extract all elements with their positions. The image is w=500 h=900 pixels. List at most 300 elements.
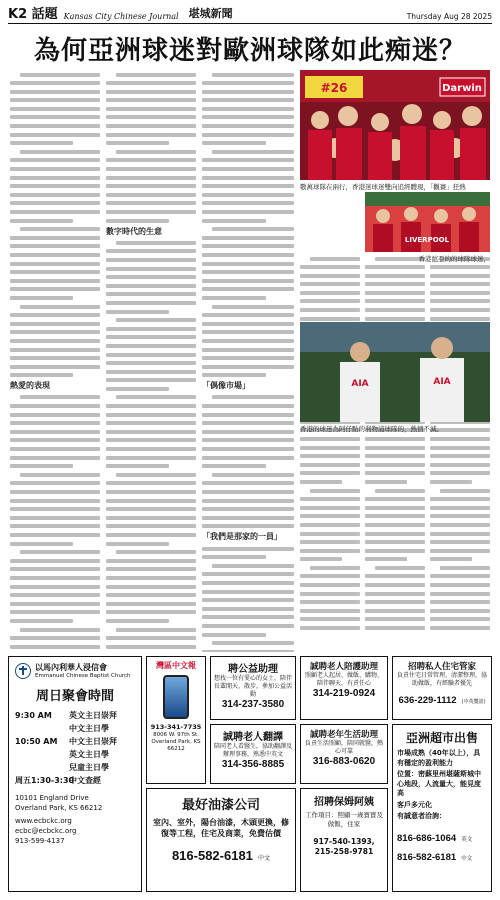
text-line	[10, 354, 100, 363]
service-event: 英文主日學	[69, 750, 109, 759]
text-line	[10, 139, 100, 148]
fans-photo	[300, 70, 490, 180]
church-email[interactable]: ecbc@ecbckc.org	[15, 827, 77, 835]
text-line	[430, 469, 490, 478]
text-line	[365, 443, 425, 452]
service-schedule-row	[15, 709, 135, 722]
article-subheading: 「偶像市場」	[202, 381, 250, 391]
text-line	[106, 642, 196, 651]
text-line	[202, 139, 294, 148]
text-line	[106, 513, 196, 522]
text-line	[300, 606, 360, 615]
church-ad	[8, 656, 142, 892]
text-line	[365, 581, 425, 590]
text-line	[202, 561, 294, 570]
painting-ad-phone: 816-582-6181	[171, 848, 253, 863]
text-line	[300, 297, 360, 306]
text-line	[202, 578, 294, 587]
elderly-assistant-ad-title: 誠聘老年生活助理	[309, 730, 378, 740]
text-line	[365, 452, 425, 461]
housekeeper-ad-phone: 636-229-1112	[398, 695, 457, 706]
text-line	[202, 393, 294, 402]
text-line	[365, 563, 425, 572]
newspaper-address-line2: Overland Park, KS 66212	[151, 739, 201, 752]
text-line	[10, 427, 100, 436]
service-schedule-row	[15, 748, 135, 761]
text-line	[300, 615, 360, 624]
text-line	[202, 208, 294, 217]
text-line	[202, 122, 294, 131]
article-column-4	[300, 254, 360, 652]
text-line	[430, 606, 490, 615]
text-line	[365, 280, 425, 289]
assistant-ad-phone: 314-237-3580	[221, 699, 285, 710]
players-photo	[300, 322, 490, 422]
service-time: 10:50 AM	[15, 737, 58, 746]
assistant-ad	[210, 656, 296, 720]
supermarket-bullet: 客戶多元化	[397, 800, 432, 809]
text-line	[10, 285, 100, 294]
text-line	[106, 462, 196, 471]
text-line	[10, 436, 100, 445]
text-line	[365, 271, 425, 280]
text-line	[10, 419, 100, 428]
text-line	[106, 410, 196, 419]
text-line	[202, 130, 294, 139]
text-line	[106, 247, 196, 256]
text-line	[106, 548, 196, 557]
text-line	[202, 156, 294, 165]
text-line	[10, 530, 100, 539]
text-line	[430, 520, 490, 529]
text-line	[106, 182, 196, 191]
text-line	[430, 503, 490, 512]
text-line	[106, 238, 196, 247]
text-line	[300, 486, 360, 495]
text-line	[430, 486, 490, 495]
text-line	[202, 165, 294, 174]
text-line	[106, 359, 196, 368]
text-line	[202, 647, 294, 652]
text-line	[106, 453, 196, 462]
text-line	[202, 639, 294, 648]
text-line	[202, 505, 294, 514]
text-line	[106, 324, 196, 333]
page-header	[8, 6, 492, 24]
text-line	[106, 113, 196, 122]
housekeeper-ad-title: 招聘私人住宅管家	[407, 662, 476, 672]
text-line	[106, 122, 196, 131]
church-name-en: Emmanuel Chinese Baptist Church	[35, 673, 131, 679]
text-line	[300, 469, 360, 478]
text-line	[106, 87, 196, 96]
supermarket-phone-english: 816-686-1064	[397, 832, 457, 844]
text-line	[106, 281, 196, 290]
painting-ad-phone-label: 中文	[258, 855, 271, 862]
text-line	[106, 573, 196, 582]
text-line	[430, 434, 490, 443]
text-line	[106, 255, 196, 264]
text-line	[365, 460, 425, 469]
text-line	[430, 443, 490, 452]
text-line	[10, 539, 100, 548]
church-address-line2: Overland Park, KS 66212	[15, 804, 103, 812]
text-line	[10, 104, 100, 113]
text-line	[10, 393, 100, 402]
text-line	[202, 354, 294, 363]
text-line	[202, 199, 294, 208]
text-line	[202, 462, 294, 471]
service-schedule-row	[15, 774, 135, 787]
service-event: 中文主日崇拜	[69, 737, 117, 746]
text-line	[10, 96, 100, 105]
text-line	[106, 350, 196, 359]
text-line	[365, 624, 425, 633]
text-line	[202, 496, 294, 505]
text-line	[10, 513, 100, 522]
text-line	[106, 616, 196, 625]
text-line	[202, 285, 294, 294]
photo3-caption: 香港的球迷為阿仔點的利物浦球隊的，熱情不減。	[300, 425, 443, 433]
text-line	[106, 582, 196, 591]
text-line	[10, 130, 100, 139]
svg-text:AIA: AIA	[351, 379, 369, 389]
text-line	[365, 615, 425, 624]
text-line	[10, 371, 100, 380]
text-line	[430, 263, 490, 272]
article-column-2	[106, 70, 196, 652]
text-line	[430, 460, 490, 469]
text-line	[430, 563, 490, 572]
text-line	[106, 470, 196, 479]
text-line	[10, 79, 100, 88]
text-line	[202, 173, 294, 182]
text-line	[300, 555, 360, 564]
text-line	[106, 273, 196, 282]
text-line	[10, 470, 100, 479]
text-line	[202, 604, 294, 613]
text-line	[10, 173, 100, 182]
article-subheading: 熱愛的表現	[10, 381, 50, 391]
text-line	[202, 553, 294, 562]
svg-text:LIVERPOOL: LIVERPOOL	[404, 236, 450, 244]
text-line	[202, 268, 294, 277]
text-line	[106, 436, 196, 445]
text-line	[365, 495, 425, 504]
service-event: 中文查經	[69, 776, 101, 785]
text-line	[202, 104, 294, 113]
text-line	[106, 290, 196, 299]
text-line	[365, 606, 425, 615]
text-line	[365, 555, 425, 564]
text-line	[10, 208, 100, 217]
text-line	[106, 402, 196, 411]
text-line	[365, 546, 425, 555]
text-line	[10, 345, 100, 354]
text-line	[10, 616, 100, 625]
supermarket-phone-chinese-label: 中文	[461, 855, 473, 862]
caregiver-ad-body: 照顧老人起居，做飯、購物，陪伴聊天，有責任心	[304, 672, 383, 687]
text-line	[106, 333, 196, 342]
text-line	[202, 621, 294, 630]
supermarket-sale-ad	[392, 724, 492, 892]
text-line	[10, 302, 100, 311]
church-website[interactable]: www.ecbckc.org	[15, 817, 72, 825]
text-line	[430, 555, 490, 564]
painting-ad-body: 室內、室外，陽台油漆，木頭更換，修復等工程，住宅及商業，免費估價	[153, 818, 289, 838]
text-line	[365, 434, 425, 443]
text-line	[106, 307, 196, 316]
text-line	[430, 288, 490, 297]
text-line	[10, 548, 100, 557]
article-column-5	[365, 254, 425, 652]
text-line	[202, 79, 294, 88]
text-line	[10, 156, 100, 165]
text-line	[300, 263, 360, 272]
text-line	[202, 445, 294, 454]
text-line	[202, 302, 294, 311]
nanny-ad-body: 工作項目：照顧一歲寶寶及做飯，住家	[305, 811, 383, 828]
text-line	[10, 642, 100, 651]
text-line	[106, 165, 196, 174]
text-line	[202, 371, 294, 380]
article-column-3	[202, 70, 294, 652]
text-line	[10, 293, 100, 302]
text-line	[202, 345, 294, 354]
text-line	[202, 630, 294, 639]
text-line	[10, 250, 100, 259]
text-line	[430, 297, 490, 306]
text-line	[10, 319, 100, 328]
text-line	[365, 469, 425, 478]
caregiver-ad-title: 誠聘老人陪護助理	[309, 662, 378, 672]
text-line	[106, 625, 196, 634]
text-line	[202, 587, 294, 596]
text-line	[202, 402, 294, 411]
text-line	[202, 419, 294, 428]
text-line	[106, 539, 196, 548]
nanny-ad-title: 招聘保姆阿姨	[314, 797, 374, 808]
translator-ad-phone: 314-356-8885	[221, 759, 285, 770]
service-time	[15, 761, 69, 774]
svg-text:#26: #26	[320, 81, 348, 95]
text-line	[10, 625, 100, 634]
text-line	[202, 190, 294, 199]
text-line	[10, 165, 100, 174]
text-line	[430, 280, 490, 289]
text-line	[10, 225, 100, 234]
supermarket-bullet: 市場成熟（40年以上），具有穩定的盈利能力	[397, 749, 481, 767]
text-line	[10, 259, 100, 268]
text-line	[10, 462, 100, 471]
text-line	[106, 479, 196, 488]
elderly-assistant-ad	[300, 724, 388, 784]
text-line	[365, 297, 425, 306]
text-line	[10, 362, 100, 371]
text-line	[300, 546, 360, 555]
painting-company-ad	[146, 788, 296, 892]
service-event: 英文主日崇拜	[69, 711, 117, 720]
text-line	[365, 263, 425, 272]
text-line	[10, 70, 100, 79]
text-line	[10, 242, 100, 251]
text-line	[202, 276, 294, 285]
text-line	[10, 453, 100, 462]
housekeeper-ad-body: 負責住宅日常管理，清潔整理，協助做飯，有經驗者優先	[396, 672, 487, 687]
text-line	[10, 216, 100, 225]
text-line	[202, 436, 294, 445]
newspaper-ad	[146, 656, 206, 784]
text-line	[430, 538, 490, 547]
text-line	[106, 173, 196, 182]
text-line	[300, 271, 360, 280]
text-line	[10, 233, 100, 242]
text-line	[106, 96, 196, 105]
photo2-caption: 香港滬亞的的球隊球迷，	[418, 255, 490, 263]
text-line	[430, 495, 490, 504]
nanny-ad	[300, 788, 388, 892]
service-time	[15, 748, 69, 761]
masthead-chinese: 堪城新聞	[188, 7, 233, 20]
text-line	[10, 199, 100, 208]
text-line	[202, 544, 294, 553]
text-line	[202, 147, 294, 156]
text-line	[365, 288, 425, 297]
church-phone: 913-599-4137	[15, 837, 65, 845]
text-line	[300, 512, 360, 521]
text-line	[202, 293, 294, 302]
text-line	[202, 182, 294, 191]
newspaper-title: 灣區中文報	[156, 661, 196, 670]
text-line	[10, 634, 100, 643]
text-line	[365, 529, 425, 538]
text-line	[10, 573, 100, 582]
text-line	[10, 336, 100, 345]
text-line	[202, 513, 294, 522]
text-line	[300, 503, 360, 512]
text-line	[202, 259, 294, 268]
text-line	[365, 538, 425, 547]
service-schedule-row	[15, 761, 135, 774]
text-line	[10, 410, 100, 419]
text-line	[430, 306, 490, 315]
text-line	[106, 130, 196, 139]
text-line	[106, 104, 196, 113]
text-line	[300, 434, 360, 443]
text-line	[106, 208, 196, 217]
caregiver-ad-phone: 314-219-0924	[312, 688, 376, 699]
text-line	[202, 336, 294, 345]
text-line	[10, 328, 100, 337]
text-line	[106, 190, 196, 199]
text-line	[202, 613, 294, 622]
text-line	[300, 443, 360, 452]
assistant-ad-body: 想找一位有愛心的女士，陪伴長輩閒天、散步，參加公益活動	[214, 675, 293, 698]
masthead-english: Kansas City Chinese Journal	[63, 12, 179, 21]
text-line	[202, 87, 294, 96]
text-line	[430, 581, 490, 590]
text-line	[202, 479, 294, 488]
text-line	[106, 565, 196, 574]
text-line	[10, 147, 100, 156]
text-line	[10, 591, 100, 600]
text-line	[300, 495, 360, 504]
article-subheading: 數字時代的生意	[106, 226, 162, 236]
issue-date: Thursday Aug 28 2025	[406, 12, 492, 21]
text-line	[106, 79, 196, 88]
text-line	[202, 233, 294, 242]
text-line	[300, 581, 360, 590]
text-line	[202, 328, 294, 337]
text-line	[202, 242, 294, 251]
text-line	[10, 496, 100, 505]
text-line	[106, 341, 196, 350]
supermarket-bullet: 位置：密蘇里州堪薩斯城中心地段，人流量大，能見度高	[397, 770, 481, 797]
text-line	[430, 589, 490, 598]
text-line	[106, 599, 196, 608]
text-line	[106, 530, 196, 539]
text-line	[106, 216, 196, 225]
text-line	[106, 608, 196, 617]
text-line	[106, 199, 196, 208]
text-line	[106, 139, 196, 148]
text-line	[106, 496, 196, 505]
text-line	[430, 529, 490, 538]
text-line	[10, 402, 100, 411]
service-times-title: 周日聚會時間	[35, 689, 114, 704]
text-line	[300, 589, 360, 598]
text-line	[106, 591, 196, 600]
elderly-assistant-ad-phone: 316-883-0620	[312, 756, 376, 767]
photo1-caption: 數萬球隊在兩行，香港迷球迷雙向追經體現，「觀賽」狂熱	[300, 183, 466, 191]
text-line	[202, 453, 294, 462]
text-line	[106, 505, 196, 514]
text-line	[10, 488, 100, 497]
text-line	[10, 608, 100, 617]
translator-ad-body: 陪同老人看醫生，協助翻譯及辦理事務，熟悉中英文	[214, 743, 293, 758]
text-line	[106, 556, 196, 565]
text-line	[202, 362, 294, 371]
text-line	[430, 572, 490, 581]
church-address-line1: 10101 England Drive	[15, 794, 89, 802]
young-fans-photo	[365, 192, 490, 252]
text-line	[202, 410, 294, 419]
text-line	[430, 624, 490, 633]
svg-text:Darwin: Darwin	[442, 83, 482, 94]
text-line	[10, 311, 100, 320]
church-logo-icon	[15, 663, 31, 679]
text-line	[10, 87, 100, 96]
service-time: 周五1:30-3:30	[15, 776, 75, 785]
text-line	[106, 445, 196, 454]
nanny-ad-phone: 917-540-1393, 215-258-9781	[313, 837, 375, 856]
text-line	[202, 427, 294, 436]
text-line	[10, 113, 100, 122]
text-line	[10, 268, 100, 277]
article-body	[10, 70, 490, 652]
service-event: 兒童主日學	[69, 763, 109, 772]
text-line	[106, 393, 196, 402]
text-line	[202, 319, 294, 328]
text-line	[430, 512, 490, 521]
text-line	[365, 486, 425, 495]
text-line	[300, 306, 360, 315]
text-line	[106, 427, 196, 436]
text-line	[202, 225, 294, 234]
text-line	[300, 452, 360, 461]
text-line	[202, 70, 294, 79]
text-line	[106, 634, 196, 643]
